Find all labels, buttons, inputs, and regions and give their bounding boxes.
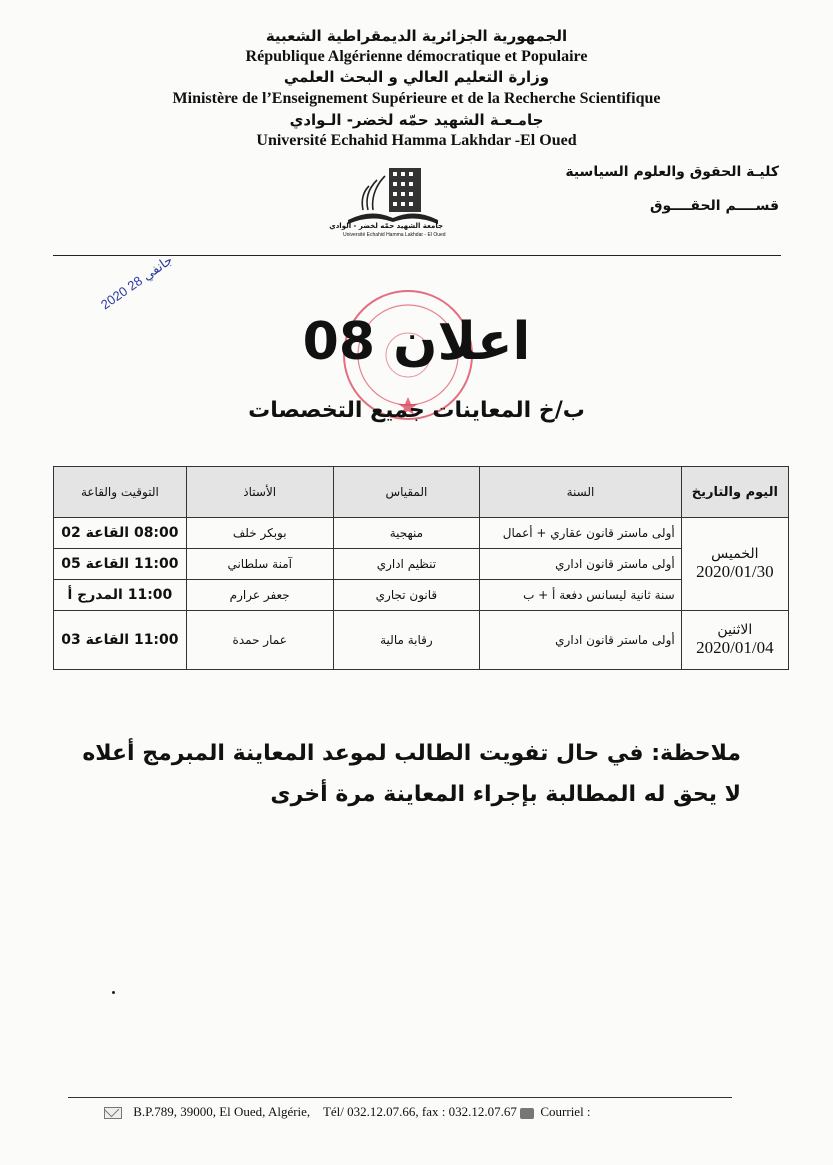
ministry-ar: وزارة التعليم العالي و البحث العلمي <box>283 68 550 86</box>
time-cell: 11:00 القاعة 03 <box>54 611 187 670</box>
footer-email-label: Courriel : <box>540 1104 591 1119</box>
day-cell <box>681 611 788 670</box>
time-cell: 08:00 القاعة 02 <box>54 518 187 549</box>
footer-divider <box>68 1097 732 1098</box>
table-row <box>54 580 789 611</box>
fax-icon <box>520 1108 534 1119</box>
header-day: اليوم والتاريخ <box>681 467 788 518</box>
header-time: التوقيت والقاعة <box>54 467 187 518</box>
table-header-row <box>54 467 789 518</box>
level-cell: أولى ماستر قانون اداري <box>480 611 682 670</box>
logo-caption-fr: Université Echahid Hamma Lakhdar - El Oued <box>343 232 446 238</box>
announcement-subtitle: ب/خ المعاينات جميع التخصصات <box>248 398 585 423</box>
module-cell: رقابة مالية <box>333 611 480 670</box>
footer-address: B.P.789, 39000, El Oued, Algérie, <box>133 1104 311 1119</box>
table-row <box>54 549 789 580</box>
level-cell: سنة ثانية ليسانس دفعة أ + ب <box>480 580 682 611</box>
module-cell: منهجية <box>333 518 480 549</box>
module-cell: تنظيم اداري <box>333 549 480 580</box>
university-ar: جامـعـة الشهيد حمّه لخضر- الـوادي <box>289 111 544 129</box>
module-cell: قانون تجاري <box>333 580 480 611</box>
footer-contact <box>104 1104 591 1120</box>
day-cell <box>681 518 788 611</box>
header-module: المقياس <box>333 467 480 518</box>
header-level: السنة <box>480 467 682 518</box>
professor-cell: بوبكر خلف <box>186 518 333 549</box>
schedule-table <box>53 466 789 670</box>
professor-cell: عمار حمدة <box>186 611 333 670</box>
professor-cell: جعفر عرارم <box>186 580 333 611</box>
footer-phone-fax: Tél/ 032.12.07.66, fax : 032.12.07.67 <box>322 1104 517 1119</box>
announcement-title: اعلان 08 <box>302 312 531 372</box>
day-name: الاثنين <box>717 622 753 638</box>
logo-caption-ar: جامعة الشهيد حمّه لخضر - الوادي <box>329 222 443 230</box>
time-cell: 11:00 القاعة 05 <box>54 549 187 580</box>
time-cell: 11:00 المدرج أ <box>54 580 187 611</box>
ministry-fr: Ministère de l’Enseignement Supérieure et de la Recherche Scientifique <box>172 90 661 107</box>
department-name: قســــم الحقــــوق <box>649 198 779 214</box>
level-cell: أولى ماستر قانون اداري <box>480 549 682 580</box>
republic-fr: République Algérienne démocratique et Populaire <box>245 48 588 65</box>
day-name: الخميس <box>711 546 759 562</box>
note-text: ملاحظة: في حال تفويت الطالب لموعد المعاينة المبرمج أعلاه لا يحق له المطالبة بإجراء المعاينة مرة أخرى <box>82 741 741 807</box>
university-fr: Université Echahid Hamma Lakhdar -El Oued <box>256 132 577 149</box>
table-row <box>54 518 789 549</box>
table-row <box>54 611 789 670</box>
stray-dot <box>112 991 115 994</box>
faculty-name: كليـة الحقوق والعلوم السياسية <box>565 164 779 180</box>
level-cell: أولى ماستر قانون عقاري + أعمال <box>480 518 682 549</box>
republic-ar: الجمهورية الجزائرية الديمقراطية الشعبية <box>265 27 568 45</box>
date-stamp: 2020 جانفي 28 <box>98 252 176 313</box>
day-date: 2020/01/30 <box>696 562 774 581</box>
day-date: 2020/01/04 <box>696 638 774 657</box>
envelope-icon <box>104 1107 122 1119</box>
professor-cell: آمنة سلطاني <box>186 549 333 580</box>
header-professor: الأستاذ <box>186 467 333 518</box>
